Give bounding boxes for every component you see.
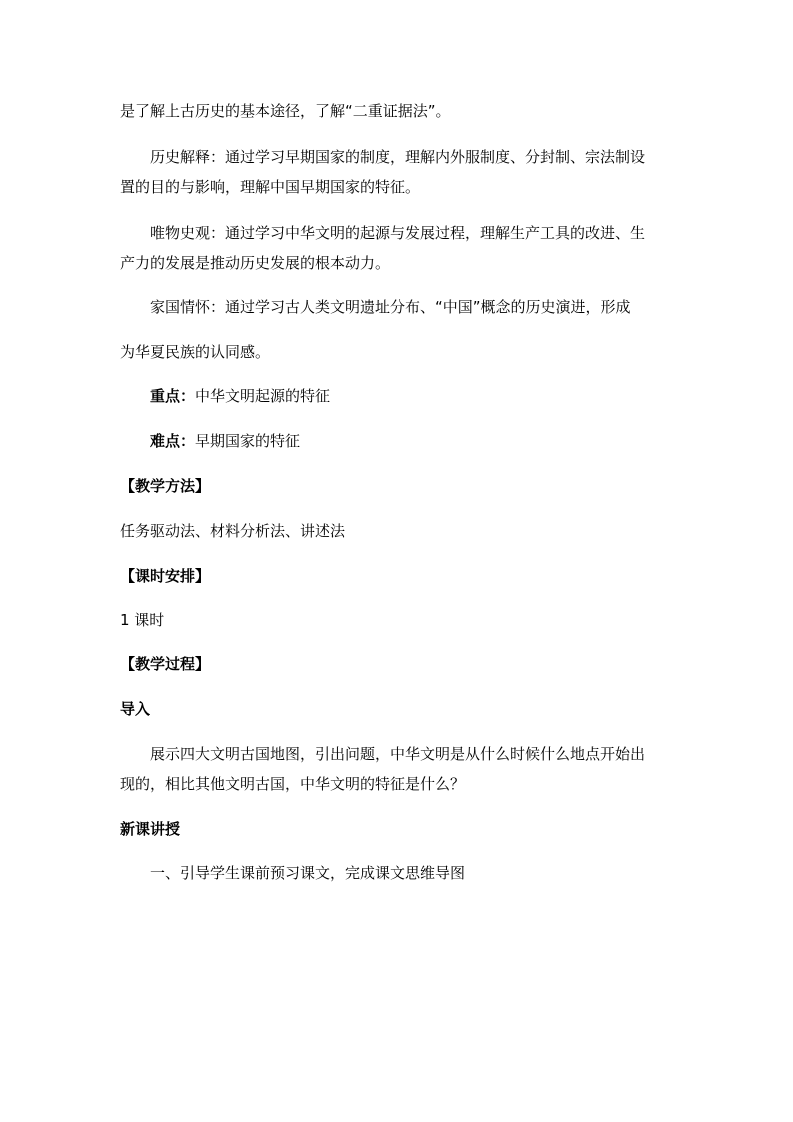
intro-tail-text: 是了解上古历史的基本途径，了解“二重证据法”。 — [120, 102, 451, 120]
key-point-text: 中华文明起源的特征 — [195, 387, 331, 405]
difficult-point-text: 早期国家的特征 — [195, 432, 301, 450]
difficult-point-label: 难点： — [150, 432, 196, 450]
patriotism-line-2: 为华夏民族的认同感。 — [120, 343, 271, 361]
step-one-text: 一、引导学生课前预习课文，完成课文思维导图 — [150, 864, 466, 882]
intro-heading: 导入 — [120, 700, 151, 718]
teaching-method-heading: 【教学方法】 — [120, 477, 211, 495]
process-heading: 【教学过程】 — [120, 655, 211, 673]
intro-line-2: 现的，相比其他文明古国，中华文明的特征是什么？ — [120, 775, 466, 793]
key-point-label: 重点： — [150, 387, 196, 405]
difficult-point — [150, 431, 300, 451]
teaching-method-text: 任务驱动法、材料分析法、讲述法 — [120, 522, 346, 540]
schedule-text: 1 课时 — [120, 611, 165, 629]
schedule-heading: 【课时安排】 — [120, 567, 211, 585]
materialism-line-2: 产力的发展是推动历史发展的根本动力。 — [120, 254, 391, 272]
new-lesson-heading: 新课讲授 — [120, 820, 181, 838]
patriotism-line-1: 家国情怀：通过学习古人类文明遗址分布、“中国”概念的历史演进，形成 — [150, 298, 631, 316]
history-interpretation-line-2: 置的目的与影响，理解中国早期国家的特征。 — [120, 178, 421, 196]
history-interpretation-line-1: 历史解释：通过学习早期国家的制度，理解内外服制度、分封制、宗法制设 — [150, 148, 646, 166]
materialism-line-1: 唯物史观：通过学习中华文明的起源与发展过程，理解生产工具的改进、生 — [150, 224, 646, 242]
intro-line-1: 展示四大文明古国地图，引出问题，中华文明是从什么时候什么地点开始出 — [150, 745, 646, 763]
key-point — [150, 386, 330, 406]
